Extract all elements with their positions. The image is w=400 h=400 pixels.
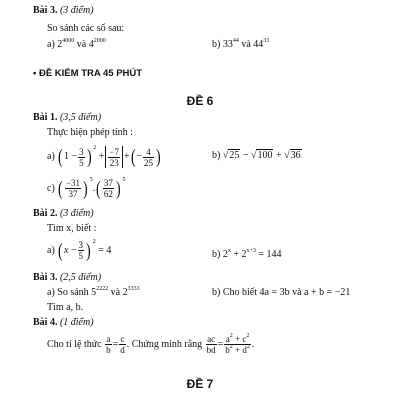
bai1-prompt: Thực hiện phép tính : [47, 127, 133, 138]
bai2-prompt: Tìm x, biết : [47, 223, 97, 234]
de7-title: ĐỀ 7 [186, 377, 214, 391]
bai3-item-b: b) Cho biết 4a = 3b và a + b = −21 [212, 287, 351, 298]
bai3-heading: Bài 3. (2,5 điểm) [33, 272, 102, 283]
bai4-statement: Cho tỉ lệ thức $\frac{a}{b}$ = $\frac{c}{d}$ . Chứng minh rằng $\frac{ac}{bd}$ = $\frac{a^2 + c^2}{b^2 + d^2}$ . [47, 333, 255, 355]
de6-title: ĐỀ 6 [186, 94, 214, 108]
bai2-item-a: a) ( x − $\frac{3}{5}$ ) 2 = 4 [47, 238, 112, 262]
bai3-top-prompt: So sánh các số sau: [47, 23, 125, 34]
bai3-find: Tìm a, b. [47, 302, 84, 313]
bai1-item-c: c) ( $\frac{-31}{37}$ ) 5 . ( $\frac{37}{62}$ ) 5 [47, 176, 126, 200]
bai2-item-b: b) $2^x + 2^{x+3} = 144$ [212, 248, 282, 260]
bai4-heading: Bài 4. (1 điểm) [33, 317, 94, 328]
bai3-top-heading: Bài 3. (3 điểm) [33, 5, 94, 16]
bai1-heading: Bài 1. (3,5 điểm) [33, 112, 102, 123]
bullet-icon: • [33, 68, 37, 79]
bai1-item-b: b) √25 − √100 + √36 [212, 150, 301, 161]
bai2-heading: Bài 2. (3 điểm) [33, 208, 94, 219]
section-heading: • ĐỀ KIỂM TRA 45 PHÚT [33, 68, 143, 79]
bai3-top-item-a: a) $2^{4000}$ và $4^{2000}$ [47, 38, 106, 50]
bai1-item-a: a) ( 1 − $\frac{3}{5}$ ) 2 + $\frac{-7}{23}$ + ( − $\frac{4}{25}$ ) [47, 145, 161, 168]
bai3-top-item-b: b) $33^{44}$ và $44^{33}$ [212, 38, 270, 50]
bai3-item-a: a) So sánh $5^{2222}$ và $2^{3333}$ [47, 286, 140, 298]
